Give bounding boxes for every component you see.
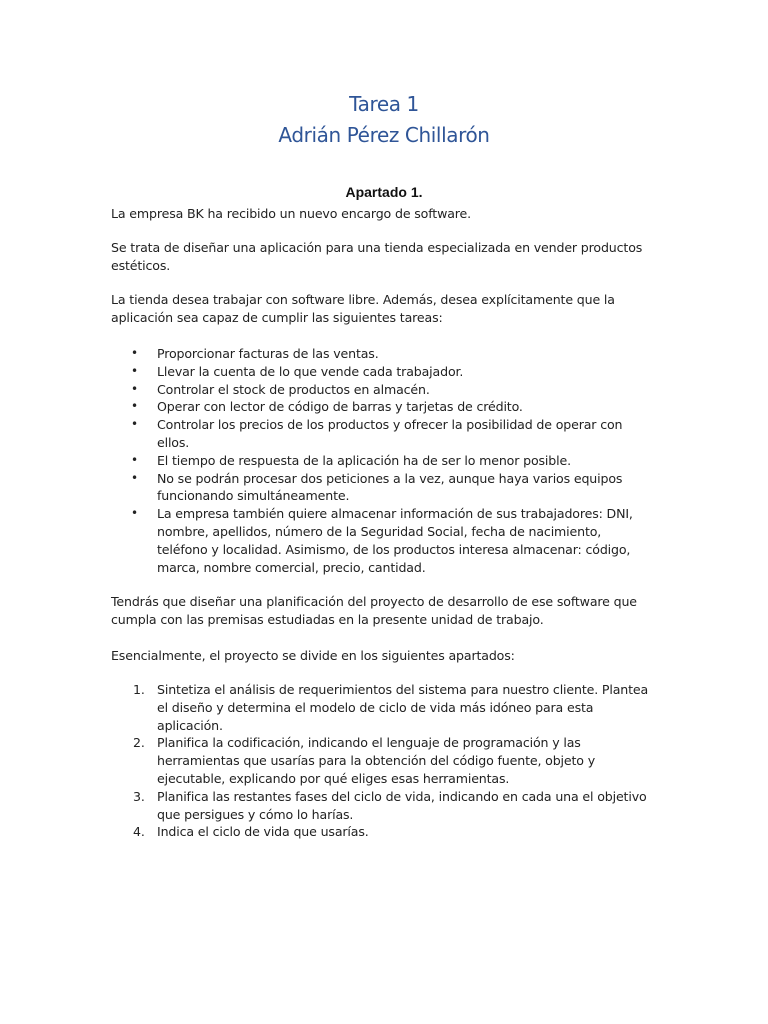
item-text: Planifica la codificación, indicando el lenguaje de programación y las herramientas que usarías para la obtención del código fuente, objeto y ejecutable, explicando por qué eliges esas herramientas. (157, 735, 596, 786)
bullet-marker: • (131, 470, 138, 485)
numbered-item (111, 681, 651, 734)
paragraph-description (111, 239, 651, 275)
paragraph: La empresa BK ha recibido un nuevo encargo de software. (111, 206, 472, 221)
requirements-bullet-list (111, 345, 651, 576)
item-number: 2. (133, 735, 145, 751)
bullet-item (111, 416, 651, 452)
bullet-text: Controlar los precios de los productos y ofrecer la posibilidad de operar con ellos. (157, 417, 623, 450)
bullet-item (111, 452, 651, 470)
document-author: Adrián Pérez Chillarón (278, 123, 490, 147)
paragraph-intro (111, 205, 651, 223)
paragraph: Tendrás que diseñar una planificación del proyecto de desarrollo de ese software que cumpla con las premisas estudiadas en la presente unidad de trabajo. (111, 594, 637, 627)
bullet-item (111, 398, 651, 416)
numbered-item (111, 734, 651, 787)
numbered-item (111, 823, 651, 841)
bullet-item (111, 345, 651, 363)
item-text: Sintetiza el análisis de requerimientos del sistema para nuestro cliente. Plantea el diseño y determina el modelo de ciclo de vida más idóneo para esta aplicación. (157, 682, 649, 733)
bullet-marker: • (131, 363, 138, 378)
bullet-text: Controlar el stock de productos en almacén. (157, 381, 430, 397)
bullet-marker: • (131, 452, 138, 467)
section-heading: Apartado 1. (345, 184, 423, 200)
paragraph: Esencialmente, el proyecto se divide en los siguientes apartados: (111, 648, 515, 663)
bullet-text: El tiempo de respuesta de la aplicación ha de ser lo menor posible. (157, 452, 571, 468)
paragraph: La tienda desea trabajar con software libre. Además, desea explícitamente que la aplicación sea capaz de cumplir las siguientes tareas: (111, 292, 615, 325)
bullet-item (111, 381, 651, 399)
bullet-item (111, 505, 651, 576)
bullet-text: Proporcionar facturas de las ventas. (157, 346, 379, 361)
paragraph-planning (111, 593, 651, 629)
bullet-text: La empresa también quiere almacenar información de sus trabajadores: DNI, nombre, apellidos, número de la Seguridad Social, fecha de nacimiento, teléfono y localidad. Asimismo, de los productos interesa almacenar: código, marca, nombre comercial, precio, cantidad. (157, 506, 633, 575)
document-title: Tarea 1 (349, 92, 419, 116)
document-title-block (0, 89, 768, 151)
bullet-text: No se podrán procesar dos peticiones a la vez, aunque haya varios equipos funcionando simultáneamente. (157, 470, 623, 504)
numbered-item (111, 788, 651, 824)
bullet-marker: • (131, 417, 138, 432)
paragraph-sections (111, 647, 651, 665)
bullet-marker: • (131, 346, 138, 360)
item-text: Indica el ciclo de vida que usarías. (157, 824, 369, 840)
bullet-text: Operar con lector de código de barras y tarjetas de crédito. (157, 399, 523, 415)
paragraph-requirements (111, 291, 651, 327)
paragraph: Se trata de diseñar una aplicación para una tienda especializada en vender productos estéticos. (111, 240, 643, 273)
tasks-numbered-list (111, 681, 651, 841)
bullet-item (111, 363, 651, 381)
bullet-item (111, 470, 651, 506)
item-number: 1. (133, 682, 145, 697)
item-text: Planifica las restantes fases del ciclo de vida, indicando en cada una el objetivo que persigues y cómo lo harías. (157, 788, 647, 822)
item-number: 3. (133, 788, 145, 804)
item-number: 4. (133, 824, 145, 840)
bullet-text: Llevar la cuenta de lo que vende cada trabajador. (157, 363, 464, 379)
bullet-marker: • (131, 381, 138, 396)
bullet-marker: • (131, 506, 138, 521)
bullet-marker: • (131, 399, 138, 414)
